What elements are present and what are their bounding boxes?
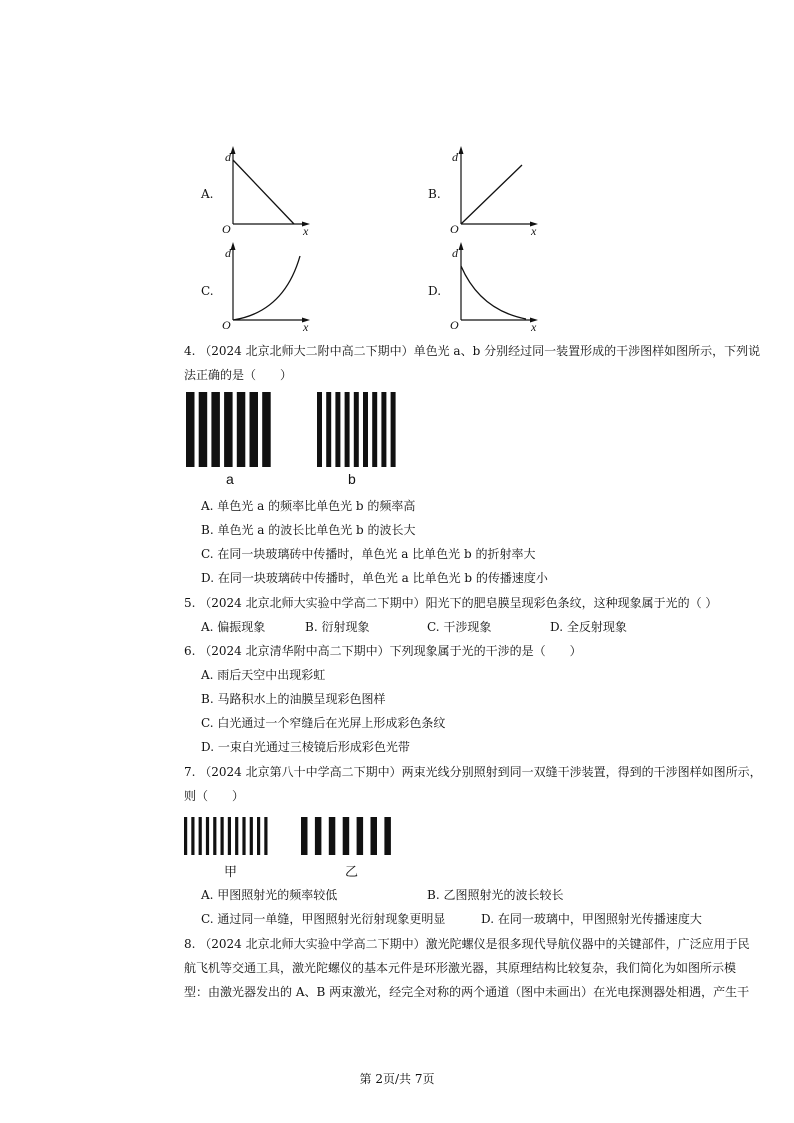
graph-c-label: C.: [201, 284, 214, 298]
q5-option-b[interactable]: B. 衍射现象: [305, 620, 370, 634]
q6-option-d[interactable]: D. 一束白光通过三棱镜后形成彩色光带: [201, 740, 410, 754]
fringe-yi-bar: [329, 817, 336, 855]
q4-option-b[interactable]: B. 单色光 a 的波长比单色光 b 的波长大: [201, 523, 416, 537]
fringe-jia-bar: [221, 817, 224, 855]
graph-a-origin: O: [222, 222, 231, 236]
q4-stem-line1: 4. （2024 北京北师大二附中高二下期中）单色光 a、b 分别经过同一装置形成的干涉图样如图所示，下列说: [184, 344, 761, 358]
fringe-b-bar: [363, 392, 368, 467]
graph-b-curve: [461, 165, 522, 224]
q8-line3: 型：由激光器发出的 A、B 两束激光，经完全对称的两个通道（图中未画出）在光电探测器处相遇，产生干: [184, 985, 750, 999]
graph-a-label: A.: [201, 187, 214, 201]
graph-d-y-label: d: [452, 246, 458, 260]
q4-option-c[interactable]: C. 在同一块玻璃砖中传播时，单色光 a 比单色光 b 的折射率大: [201, 547, 536, 561]
q5-option-d[interactable]: D. 全反射现象: [550, 620, 627, 634]
fringe-pattern-b: [317, 392, 397, 468]
fringe-a-bar: [250, 392, 259, 467]
fringe-b-bar: [381, 392, 386, 467]
fringe-b-bar: [391, 392, 396, 467]
q7-stem-line1: 7. （2024 北京第八十中学高二下期中）两束光线分别照射到同一双缝干涉装置，得到的干涉图样如图所示，: [184, 765, 762, 779]
fringe-b-bar: [372, 392, 377, 467]
graph-b-x-label: x: [531, 224, 537, 238]
fringe-b-bars: [317, 392, 396, 467]
fringe-b-label: b: [348, 471, 356, 487]
graph-d-x-label: x: [531, 320, 537, 334]
fringe-a-bar: [237, 392, 246, 467]
fringe-yi-bar: [315, 817, 322, 855]
graph-d: [450, 242, 540, 332]
graph-c-x-label: x: [303, 320, 309, 334]
fringe-jia-bars: [184, 817, 268, 855]
fringe-yi-bar: [384, 817, 391, 855]
fringe-b-bar: [345, 392, 350, 467]
fringe-yi-bar: [371, 817, 378, 855]
graph-d-origin: O: [450, 318, 459, 332]
fringe-yi-bar: [357, 817, 364, 855]
q4-option-d[interactable]: D. 在同一块玻璃砖中传播时，单色光 a 比单色光 b 的传播速度小: [201, 571, 548, 585]
graph-d-label: D.: [428, 284, 442, 298]
q7-option-b[interactable]: B. 乙图照射光的波长较长: [427, 888, 564, 902]
q7-option-a[interactable]: A. 甲图照射光的频率较低: [201, 888, 338, 902]
graph-b: [450, 146, 540, 236]
fringe-jia-bar: [235, 817, 238, 855]
fringe-a-bar: [262, 392, 271, 467]
fringe-jia-bar: [228, 817, 231, 855]
fringe-b-bar: [354, 392, 359, 467]
q4-option-a[interactable]: A. 单色光 a 的频率比单色光 b 的频率高: [201, 499, 416, 513]
fringe-jia-bar: [250, 817, 253, 855]
fringe-pattern-yi: [301, 817, 401, 857]
graph-b-label: B.: [428, 187, 441, 201]
fringe-yi-bar: [343, 817, 350, 855]
fringe-yi-bar: [301, 817, 308, 855]
fringe-yi-label: 乙: [345, 865, 359, 880]
fringe-a-bar: [199, 392, 208, 467]
q7-option-d[interactable]: D. 在同一玻璃中，甲图照射光传播速度大: [481, 912, 702, 926]
fringe-jia-bar: [264, 817, 267, 855]
graph-a-curve: [233, 160, 294, 224]
fringe-a-bar: [211, 392, 220, 467]
q7-option-c[interactable]: C. 通过同一单缝，甲图照射光衍射现象更明显: [201, 912, 446, 926]
graph-c-y-label: d: [225, 246, 231, 260]
fringe-jia-bar: [213, 817, 216, 855]
fringe-jia-label: 甲: [224, 865, 238, 880]
graph-c-origin: O: [222, 318, 231, 332]
fringe-a-bar: [186, 392, 195, 467]
fringe-pattern-a: [186, 392, 286, 468]
fringe-a-bars: [186, 392, 271, 467]
graph-d-curve: [461, 266, 526, 319]
q8-line2: 航飞机等交通工具，激光陀螺仪的基本元件是环形激光器，其原理结构比较复杂，我们简化为如图所示模: [184, 961, 737, 975]
fringe-pattern-jia: [184, 817, 279, 857]
page-number: 第 2页/共 7页: [359, 1072, 435, 1086]
graph-a: [222, 146, 312, 236]
fringe-jia-bar: [184, 817, 187, 855]
q5-option-c[interactable]: C. 干涉现象: [427, 620, 492, 634]
graph-c: [222, 242, 312, 332]
fringe-jia-bar: [242, 817, 245, 855]
fringe-yi-bars: [301, 817, 391, 855]
fringe-a-bar: [224, 392, 233, 467]
q6-option-b[interactable]: B. 马路积水上的油膜呈现彩色图样: [201, 692, 386, 706]
q6-stem: 6. （2024 北京清华附中高二下期中）下列现象属于光的干涉的是（ ）: [184, 644, 582, 658]
q4-stem-line2: 法正确的是（ ）: [184, 368, 293, 382]
fringe-b-bar: [326, 392, 331, 467]
fringe-b-bar: [335, 392, 340, 467]
graph-a-y-label: d: [225, 150, 231, 164]
q6-option-c[interactable]: C. 白光通过一个窄缝后在光屏上形成彩色条纹: [201, 716, 446, 730]
fringe-jia-bar: [199, 817, 202, 855]
q6-option-a[interactable]: A. 雨后天空中出现彩虹: [201, 668, 326, 682]
q5-stem: 5. （2024 北京北师大实验中学高二下期中）阳光下的肥皂膜呈现彩色条纹，这种现象属于光的（ ）: [184, 596, 718, 610]
fringe-a-label: a: [226, 471, 234, 487]
graph-b-y-label: d: [452, 150, 458, 164]
fringe-jia-bar: [191, 817, 194, 855]
graph-a-x-label: x: [303, 224, 309, 238]
fringe-jia-bar: [257, 817, 260, 855]
fringe-b-bar: [317, 392, 322, 467]
graph-c-curve: [233, 256, 300, 320]
fringe-jia-bar: [206, 817, 209, 855]
q5-option-a[interactable]: A. 偏振现象: [201, 620, 266, 634]
graph-b-origin: O: [450, 222, 459, 236]
q7-stem-line2: 则（ ）: [184, 789, 245, 803]
q8-line1: 8. （2024 北京北师大实验中学高二下期中）激光陀螺仪是很多现代导航仪器中的关键部件，广泛应用于民: [184, 937, 750, 951]
